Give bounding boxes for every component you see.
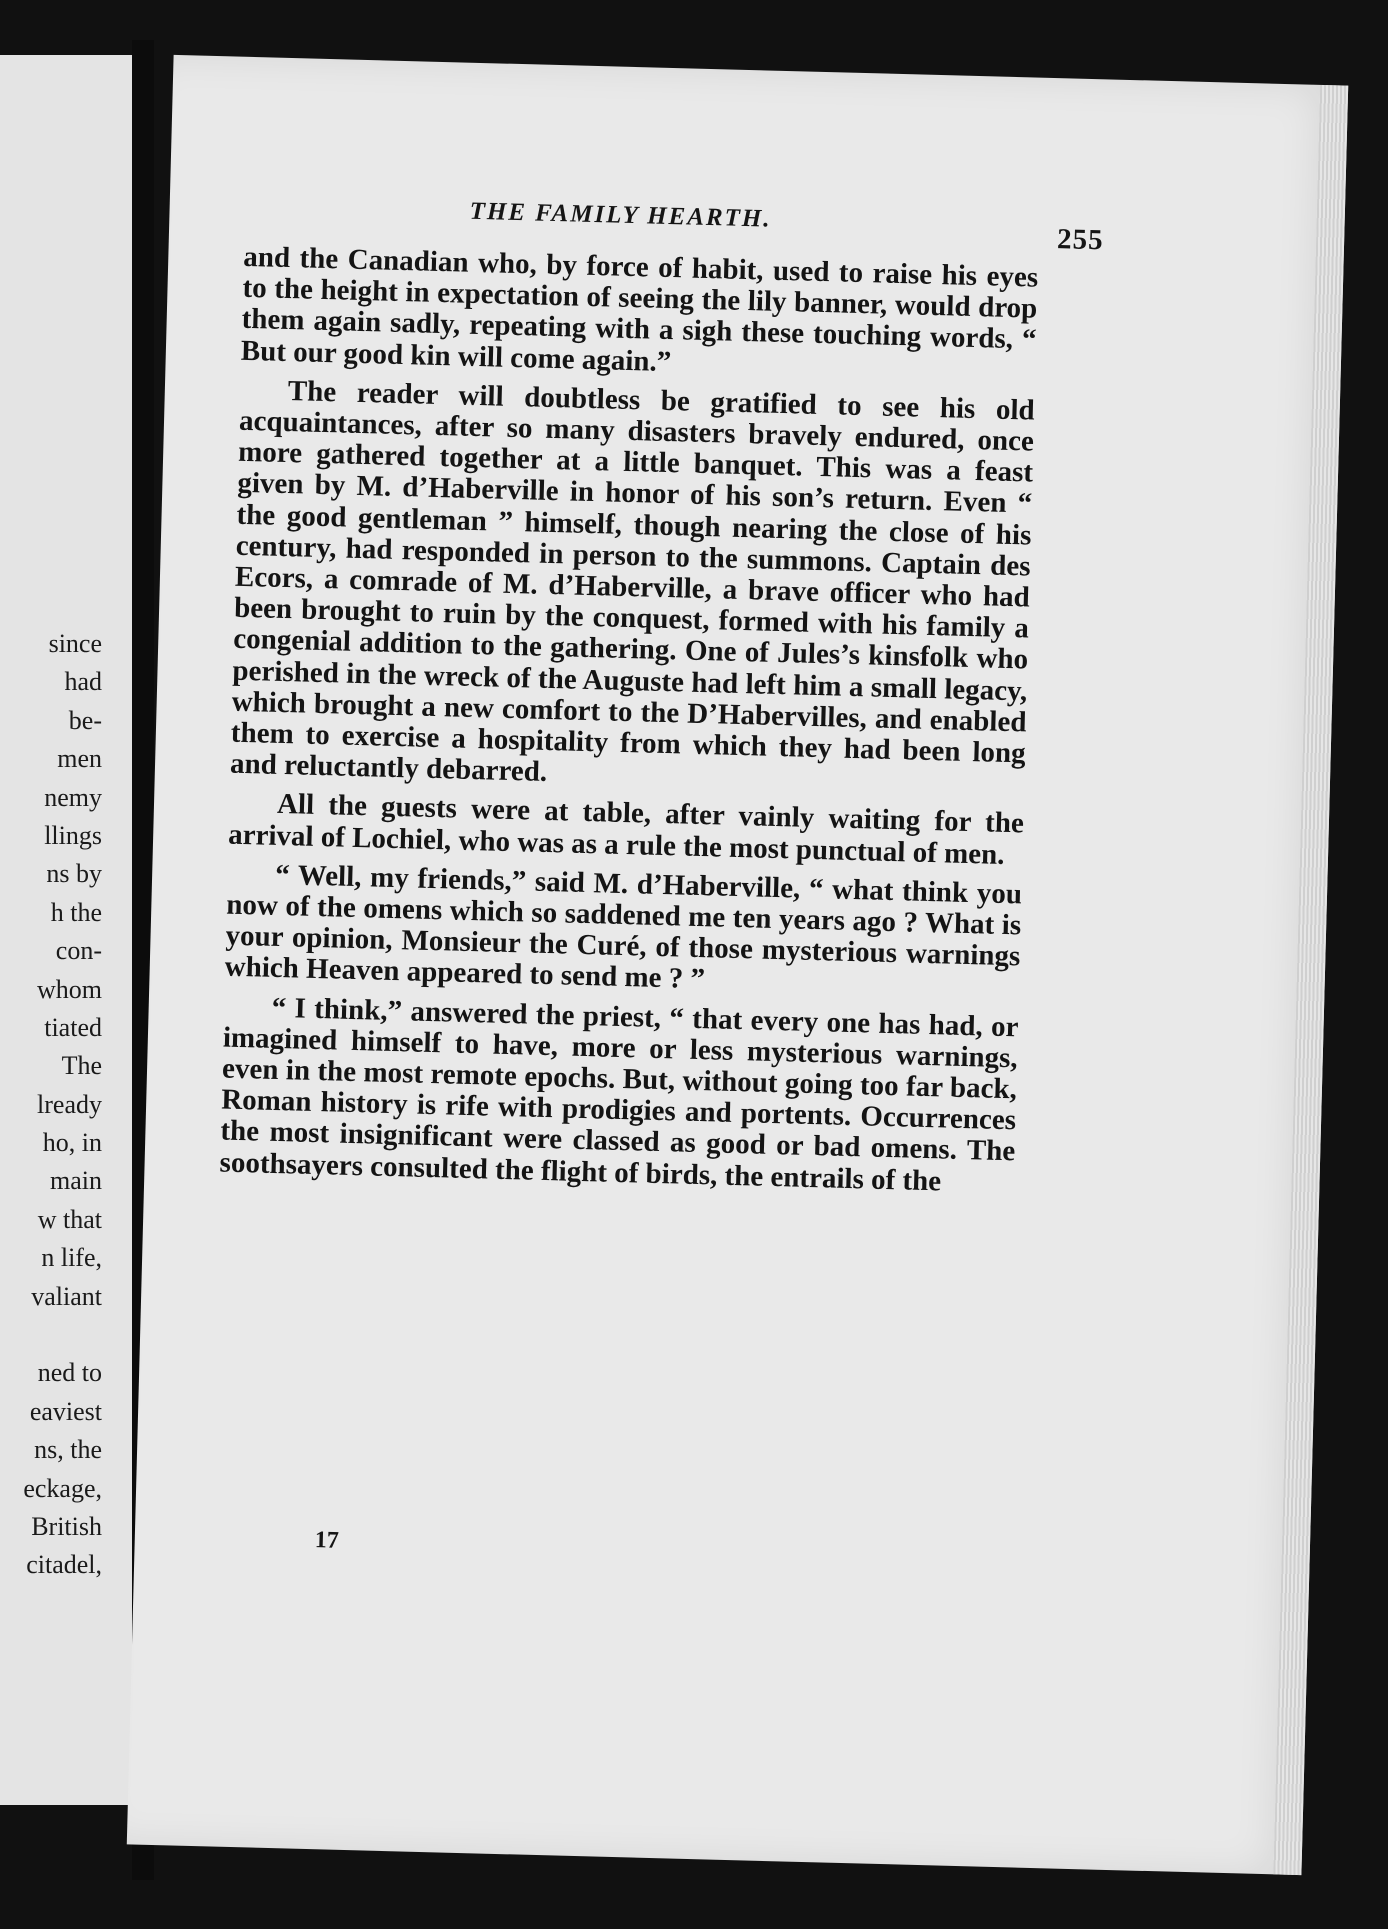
previous-page-line: men	[57, 744, 102, 774]
paragraph: “ Well, my friends,” said M. d’Haberville, “ what think you now of the omens which so saddened me ten years ago ? What is your opinion, Monsieur the Curé, of those mysterious warnings which Heaven appeared to send me ? ”	[224, 858, 1023, 996]
paragraph: and the Canadian who, by force of habit, used to raise his eyes to the height in expectation of seeing the lily banner, would drop them again sadly, repeating with a sigh these touching words, “ But our good kin will come again.”	[240, 240, 1039, 378]
paragraph: All the guests were at table, after vainly waiting for the arrival of Lochiel, who was as a rule the most punctual of men.	[227, 788, 1025, 871]
previous-page-line: w that	[37, 1204, 102, 1234]
previous-page-line: ns by	[46, 859, 102, 889]
previous-page-line: ned to	[37, 1358, 102, 1388]
book-page	[127, 55, 1348, 1875]
previous-page-line: had	[64, 667, 102, 697]
body-text	[219, 242, 1038, 1207]
previous-page-line: ho, in	[42, 1128, 102, 1158]
previous-page-line	[0, 1316, 102, 1354]
page-number: 255	[1056, 223, 1105, 257]
previous-page-line: valiant	[31, 1281, 102, 1311]
previous-page-line: The	[61, 1051, 102, 1081]
previous-page-line: nemy	[44, 782, 102, 812]
previous-page-line: eckage,	[23, 1473, 102, 1503]
previous-page-line: llings	[44, 820, 102, 850]
previous-page-line: citadel,	[26, 1550, 102, 1580]
previous-page-line: h the	[50, 897, 102, 927]
page-edge	[1273, 85, 1348, 1875]
previous-page-line: main	[50, 1166, 102, 1196]
previous-page-line: eaviest	[29, 1396, 102, 1426]
previous-page-line: be-	[68, 705, 102, 735]
previous-page-line: ns, the	[34, 1435, 102, 1465]
paragraph: The reader will doubtless be gratified to see his old acquaintances, after so many disasters bravely endured, once more gathered together at a little banquet. This was a feast given by M. d’Haberville in honor of his son’s return. Even “ the good gentleman ” himself, though nearing the close of his century, had responded in person to the summons. Captain des Ecors, a comrade of M. d’Haberville, a brave officer who had been brought to ruin by the conquest, formed with his family a congenial addition to the gathering. One of Jules’s kinsfolk who perished in the wreck of the Auguste had left him a small legacy, which brought a new comfort to the D’Habervilles, and enabled them to exercise a hospitality from which they had been long and reluctantly debarred.	[229, 374, 1036, 789]
previous-page-lines	[0, 625, 102, 1585]
paragraph: “ I think,” answered the priest, “ that every one has had, or imagined himself to have, more or less mysterious warnings, even in the most remote epochs. But, without going too far back, Roman history is rife with prodigies and portents. Occurrences the most insignificant were classed as good or bad omens. The soothsayers consulted the flight of birds, the entrails of the	[219, 991, 1019, 1198]
previous-page-fragment	[0, 55, 132, 1805]
previous-page-line: lready	[37, 1089, 102, 1119]
previous-page-line: whom	[37, 974, 102, 1004]
previous-page-line: tiated	[44, 1012, 102, 1042]
previous-page-line: British	[31, 1511, 102, 1541]
previous-page-line: n life,	[41, 1243, 102, 1273]
signature-mark: 17	[314, 1527, 340, 1554]
previous-page-line: con-	[55, 936, 102, 966]
previous-page-line: since	[48, 629, 102, 658]
running-head: THE FAMILY HEARTH.	[469, 197, 772, 233]
